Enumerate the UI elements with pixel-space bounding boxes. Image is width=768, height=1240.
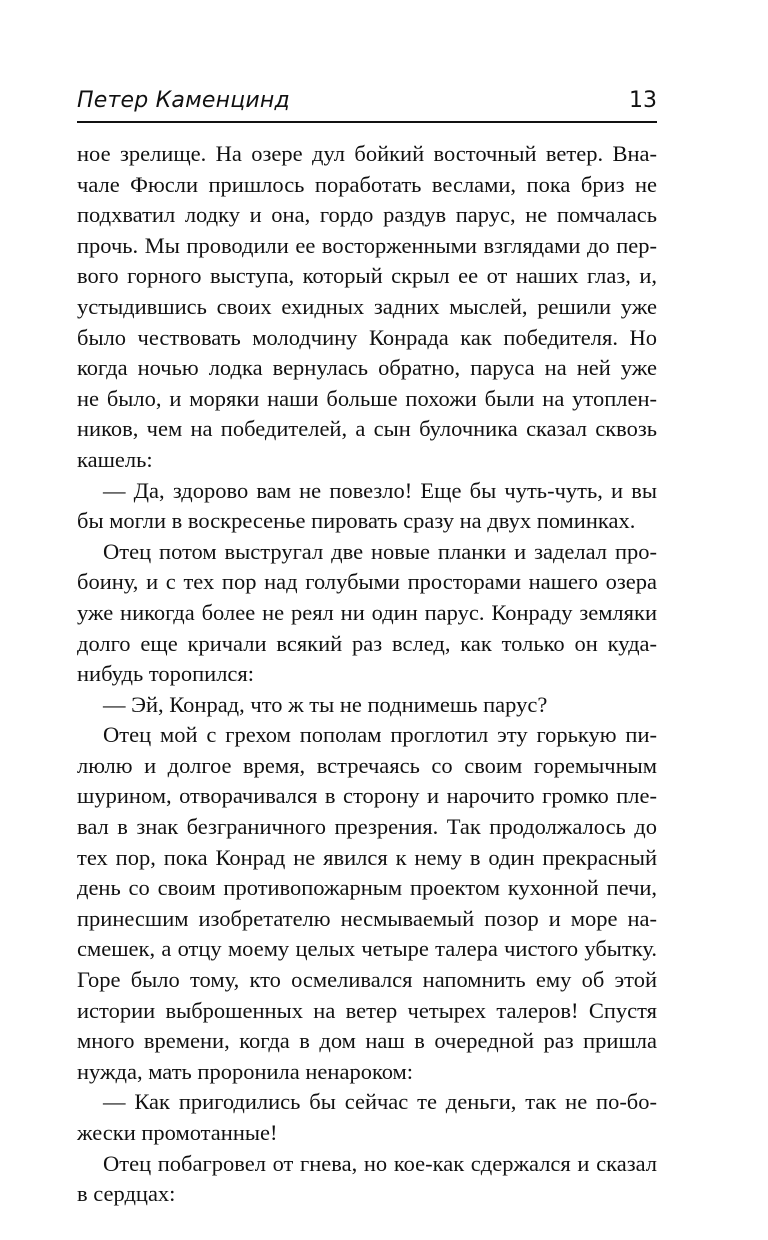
text-line: боину, и с тех пор над голубыми просторами нашего озера — [77, 569, 657, 595]
text-line: долго еще кричали всякий раз вслед, как только он куда- — [77, 630, 657, 656]
text-line: нужда, мать проронила ненароком: — [77, 1058, 414, 1084]
text-line: — Эй, Конрад, что ж ты не поднимешь парус? — [103, 691, 548, 717]
text-line: Отец потом выстругал две новые планки и заделал про- — [103, 538, 657, 564]
header-rule — [77, 121, 657, 123]
text-line: принесшим изобретателю несмываемый позор и море на- — [77, 905, 657, 931]
text-line: не было, и моряки наши больше похожи были на утоплен- — [77, 385, 657, 411]
text-line: жески промотанные! — [77, 1120, 278, 1145]
text-line: — Да, здорово вам не повезло! Еще бы чуть-чуть, и вы — [103, 477, 657, 503]
running-title: Петер Каменцинд — [77, 88, 290, 113]
text-line: Отец мой с грехом пополам проглотил эту горькую пи- — [103, 722, 657, 748]
text-line: ников, чем на победителей, а сын булочника сказал сквозь — [77, 416, 657, 442]
text-line: чале Фюсли пришлось поработать веслами, пока бриз не — [77, 171, 657, 197]
text-line: прочь. Мы проводили ее восторженными взглядами до пер- — [77, 232, 657, 258]
text-line: было чествовать молодчину Конрада как победителя. Но — [77, 324, 657, 350]
text-line: истории выброшенных на ветер четырех талеров! Спустя — [77, 997, 657, 1023]
text-line: шурином, отворачивался в сторону и нарочито громко пле- — [77, 783, 657, 809]
page-number: 13 — [629, 88, 657, 113]
text-line: подхватил лодку и она, гордо раздув парус, не помчалась — [77, 202, 657, 228]
text-line: уже никогда более не реял ни один парус. Конраду земляки — [77, 599, 657, 625]
text-line: Горе было тому, кто осмеливался напомнить ему об этой — [77, 967, 657, 993]
text-line: нибудь торопился: — [77, 661, 255, 687]
text-line: вал в знак безграничного презрения. Так продолжалось до — [77, 814, 657, 840]
text-line: много времени, когда в дом наш в очередной раз пришла — [77, 1028, 657, 1054]
text-line: смешек, а отцу моему целых четыре талера чистого убытку. — [77, 936, 657, 962]
text-line: кашель: — [77, 446, 153, 472]
text-line: в сердцах: — [77, 1181, 176, 1207]
body-text — [77, 139, 657, 1210]
text-line: устыдившись своих ехидных задних мыслей, решили уже — [77, 293, 657, 319]
text-line: вого горного выступа, который скрыл ее от наших глаз, и, — [77, 263, 657, 289]
text-line: — Как пригодились бы сейчас те деньги, так не по-бо- — [103, 1089, 657, 1115]
text-line: день со своим противопожарным проектом кухонной печи, — [77, 875, 657, 901]
text-line: Отец побагровел от гнева, но кое-как сдержался и сказал — [103, 1150, 657, 1176]
text-line: когда ночью лодка вернулась обратно, паруса на ней уже — [77, 355, 657, 381]
text-line: бы могли в воскресенье пировать сразу на двух поминках. — [77, 508, 636, 534]
running-head — [77, 84, 657, 118]
text-line: люлю и долгое время, встречаясь со своим горемычным — [77, 752, 657, 778]
text-line: тех пор, пока Конрад не явился к нему в один прекрасный — [77, 844, 657, 870]
text-line: ное зрелище. На озере дул бойкий восточный ветер. Вна- — [77, 141, 657, 166]
